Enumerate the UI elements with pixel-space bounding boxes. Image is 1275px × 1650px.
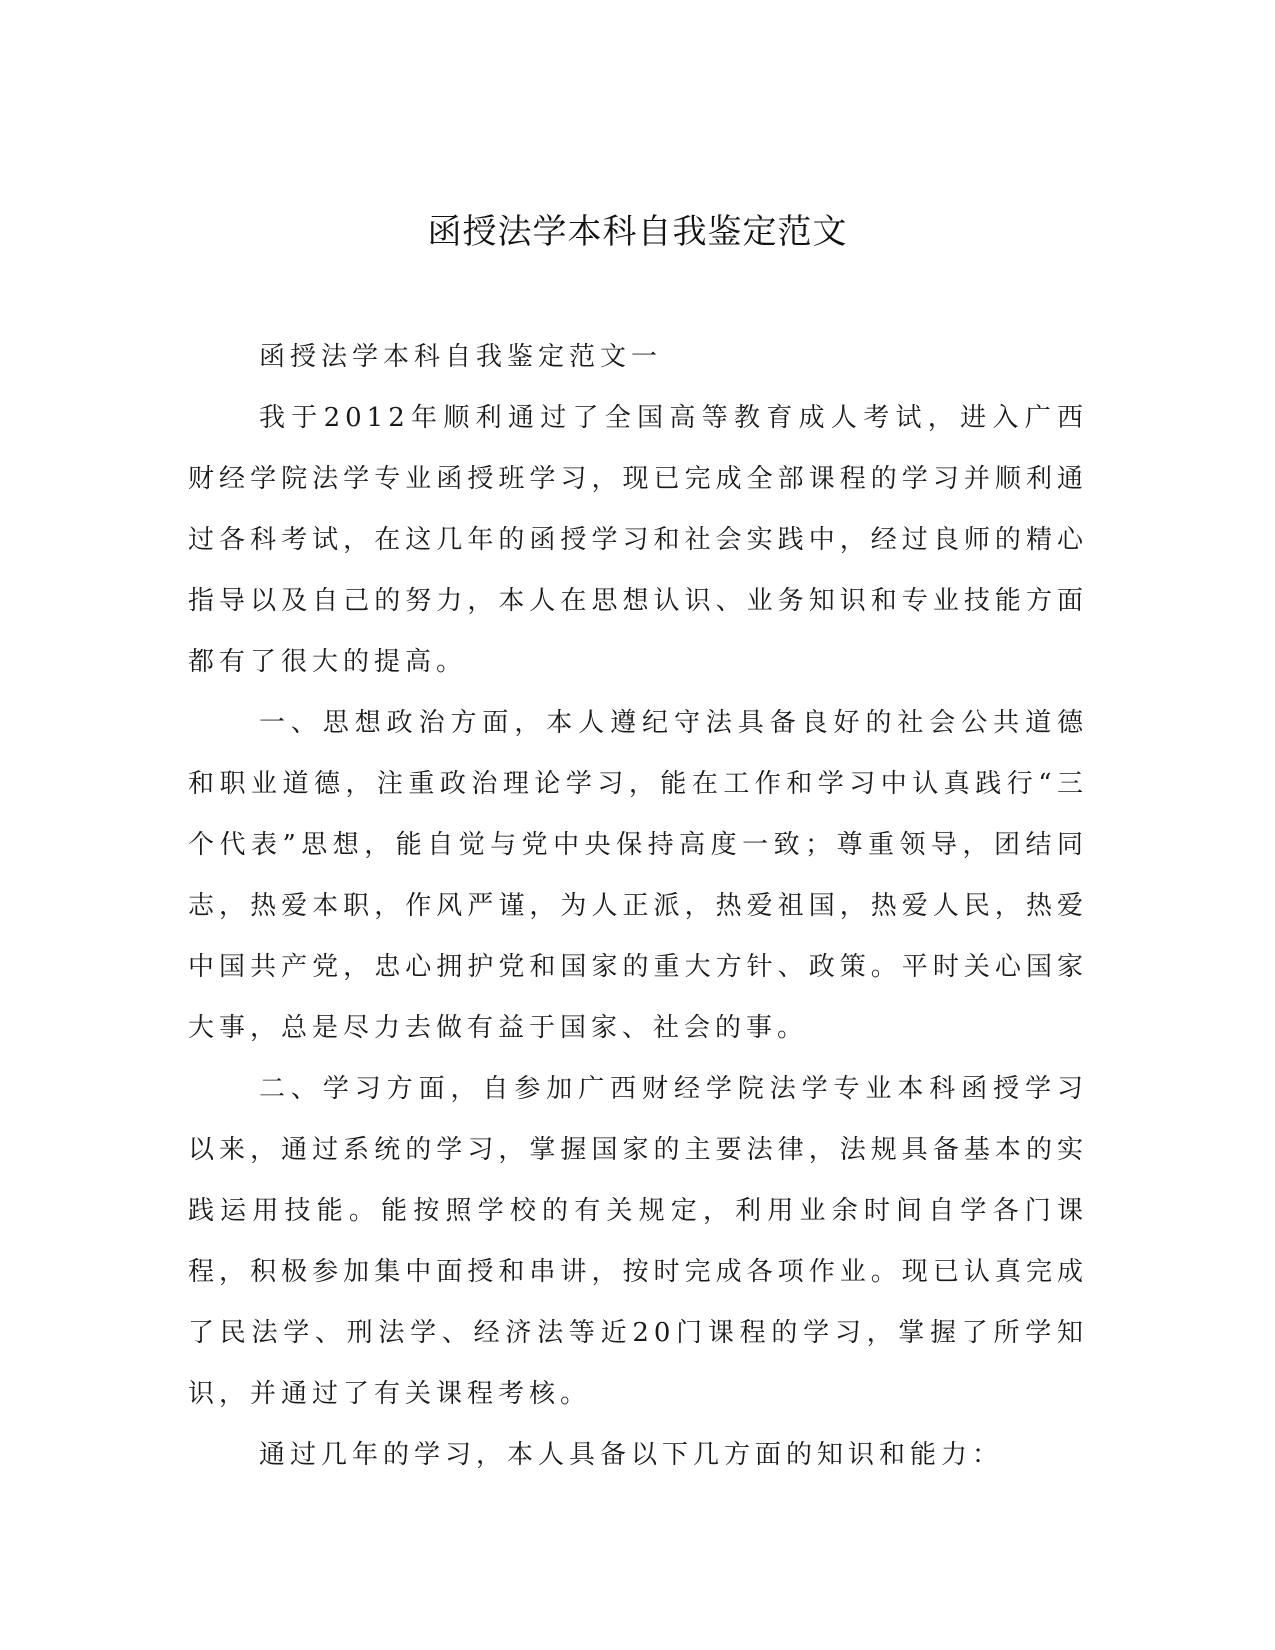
paragraph-abilities: 通过几年的学习，本人具备以下几方面的知识和能力： — [259, 1440, 1004, 1470]
paragraph-intro: 我于2012年顺利通过了全国高等教育成人考试，进入广西财经学院法学专业函授班学习，现已完成全部课程的学习并顺利通过各科考试，在这几年的函授学习和社会实践中，经过良师的精心指导以及自己的努力，本人在思想认识、业务知识和专业技能方面都有了很大的提高。 — [188, 403, 1088, 677]
section-heading: 函授法学本科自我鉴定范文一 — [259, 342, 663, 372]
paragraph-study: 二、学习方面，自参加广西财经学院法学专业本科函授学习以来，通过系统的学习，掌握国家的主要法律，法规具备基本的实践运用技能。能按照学校的有关规定，利用业余时间自学各门课程，积极参加集中面授和串讲，按时完成各项作业。现已认真完成了民法学、刑法学、经济法等近20门课程的学习，掌握了所学知识，并通过了有关课程考核。 — [188, 1074, 1088, 1409]
document-title: 函授法学本科自我鉴定范文 — [427, 212, 848, 252]
paragraph-politics: 一、思想政治方面，本人遵纪守法具备良好的社会公共道德和职业道德，注重政治理论学习，能在工作和学习中认真践行“三个代表”思想，能自觉与党中央保持高度一致；尊重领导，团结同志，热爱本职，作风严谨，为人正派，热爱祖国，热爱人民，热爱中国共产党，忠心拥护党和国家的重大方针、政策。平时关心国家大事，总是尽力去做有益于国家、社会的事。 — [188, 708, 1088, 1043]
document-body — [188, 327, 1088, 1486]
